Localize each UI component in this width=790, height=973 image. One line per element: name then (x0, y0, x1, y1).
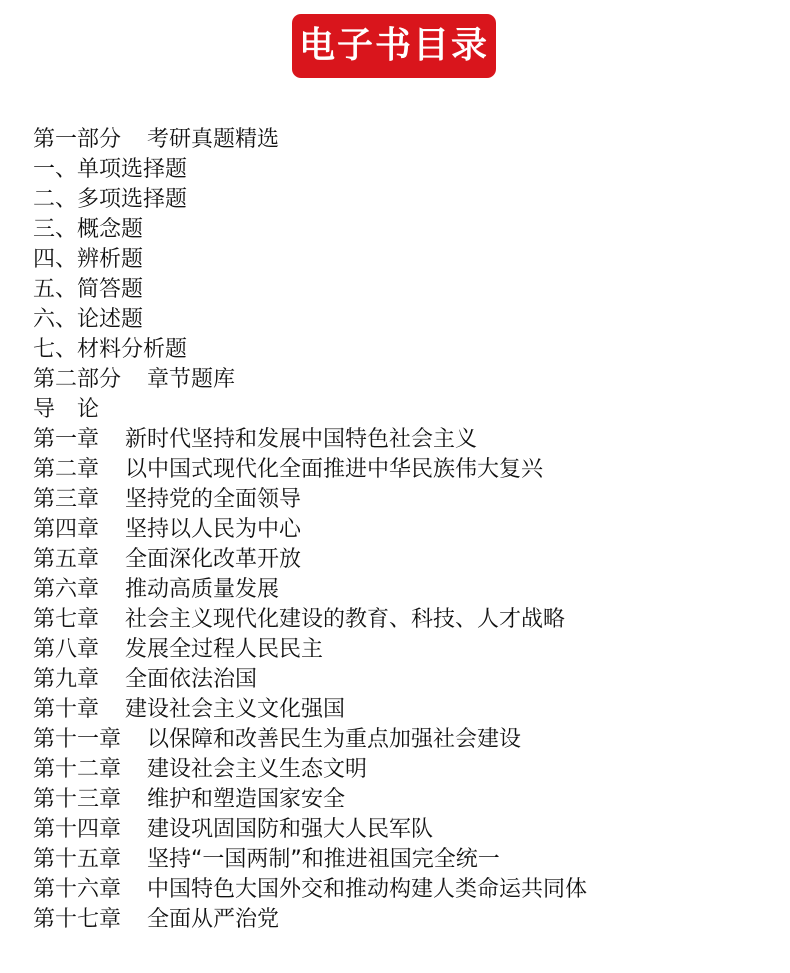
toc-title: 五、简答题 (33, 277, 144, 302)
toc-title: 坚持党的全面领导 (125, 487, 302, 512)
toc-number: 第五章 (33, 547, 100, 572)
toc-title: 四、辨析题 (33, 247, 144, 272)
toc-number: 第二部分 (33, 367, 122, 392)
toc-number: 第六章 (33, 577, 100, 602)
toc-number: 第十七章 (33, 907, 122, 932)
toc-number: 第十六章 (33, 877, 122, 902)
toc-number: 第一部分 (33, 127, 122, 152)
toc-number: 第十五章 (33, 847, 122, 872)
toc-row (33, 275, 773, 305)
toc-row (33, 155, 773, 185)
toc-title: 建设巩固国防和强大人民军队 (147, 817, 434, 842)
toc-number: 第十章 (33, 697, 100, 722)
toc-title: 三、概念题 (33, 217, 144, 242)
toc-row (33, 365, 773, 395)
toc-number: 第三章 (33, 487, 100, 512)
toc-title: 全面深化改革开放 (125, 547, 302, 572)
toc-row (33, 545, 773, 575)
toc-row (33, 665, 773, 695)
toc-title: 坚持“一国两制”和推进祖国完全统一 (147, 847, 500, 872)
toc-title: 发展全过程人民民主 (125, 637, 324, 662)
toc-title: 全面从严治党 (147, 907, 280, 932)
toc-number: 第十三章 (33, 787, 122, 812)
toc-title: 全面依法治国 (125, 667, 258, 692)
toc-number: 第九章 (33, 667, 100, 692)
toc-number: 第十一章 (33, 727, 122, 752)
toc-row (33, 785, 773, 815)
toc-title: 导 论 (33, 397, 100, 422)
toc-row (33, 875, 773, 905)
toc-row (33, 335, 773, 365)
toc-title: 建设社会主义文化强国 (125, 697, 346, 722)
toc-row (33, 395, 773, 425)
toc-row (33, 455, 773, 485)
toc-title: 以中国式现代化全面推进中华民族伟大复兴 (125, 457, 544, 482)
toc-title: 一、单项选择题 (33, 157, 188, 182)
toc-title: 章节题库 (147, 367, 236, 392)
toc-row (33, 605, 773, 635)
toc-row (33, 185, 773, 215)
toc-number: 第十四章 (33, 817, 122, 842)
toc-number: 第一章 (33, 427, 100, 452)
toc-title: 七、材料分析题 (33, 337, 188, 362)
toc-number: 第八章 (33, 637, 100, 662)
toc-title: 二、多项选择题 (33, 187, 188, 212)
toc-row (33, 245, 773, 275)
toc-title: 维护和塑造国家安全 (147, 787, 346, 812)
toc-row (33, 485, 773, 515)
toc-row (33, 575, 773, 605)
toc-title: 新时代坚持和发展中国特色社会主义 (125, 427, 478, 452)
toc-row (33, 905, 773, 935)
toc-row (33, 305, 773, 335)
table-of-contents (33, 125, 773, 935)
toc-number: 第七章 (33, 607, 100, 632)
toc-row (33, 425, 773, 455)
toc-row (33, 845, 773, 875)
page-title: 电子书目录 (298, 25, 489, 66)
toc-title: 考研真题精选 (147, 127, 280, 152)
toc-number: 第二章 (33, 457, 100, 482)
toc-row (33, 755, 773, 785)
toc-title: 推动高质量发展 (125, 577, 280, 602)
toc-title: 六、论述题 (33, 307, 144, 332)
toc-row (33, 695, 773, 725)
toc-number: 第四章 (33, 517, 100, 542)
toc-row (33, 725, 773, 755)
toc-title: 坚持以人民为中心 (125, 517, 302, 542)
toc-row (33, 635, 773, 665)
toc-row (33, 215, 773, 245)
toc-row (33, 125, 773, 155)
toc-number: 第十二章 (33, 757, 122, 782)
toc-row (33, 815, 773, 845)
toc-row (33, 515, 773, 545)
toc-title: 建设社会主义生态文明 (147, 757, 368, 782)
toc-title: 中国特色大国外交和推动构建人类命运共同体 (147, 877, 588, 902)
toc-title: 社会主义现代化建设的教育、科技、人才战略 (125, 607, 566, 632)
page-title-badge (292, 14, 496, 78)
toc-title: 以保障和改善民生为重点加强社会建设 (147, 727, 522, 752)
